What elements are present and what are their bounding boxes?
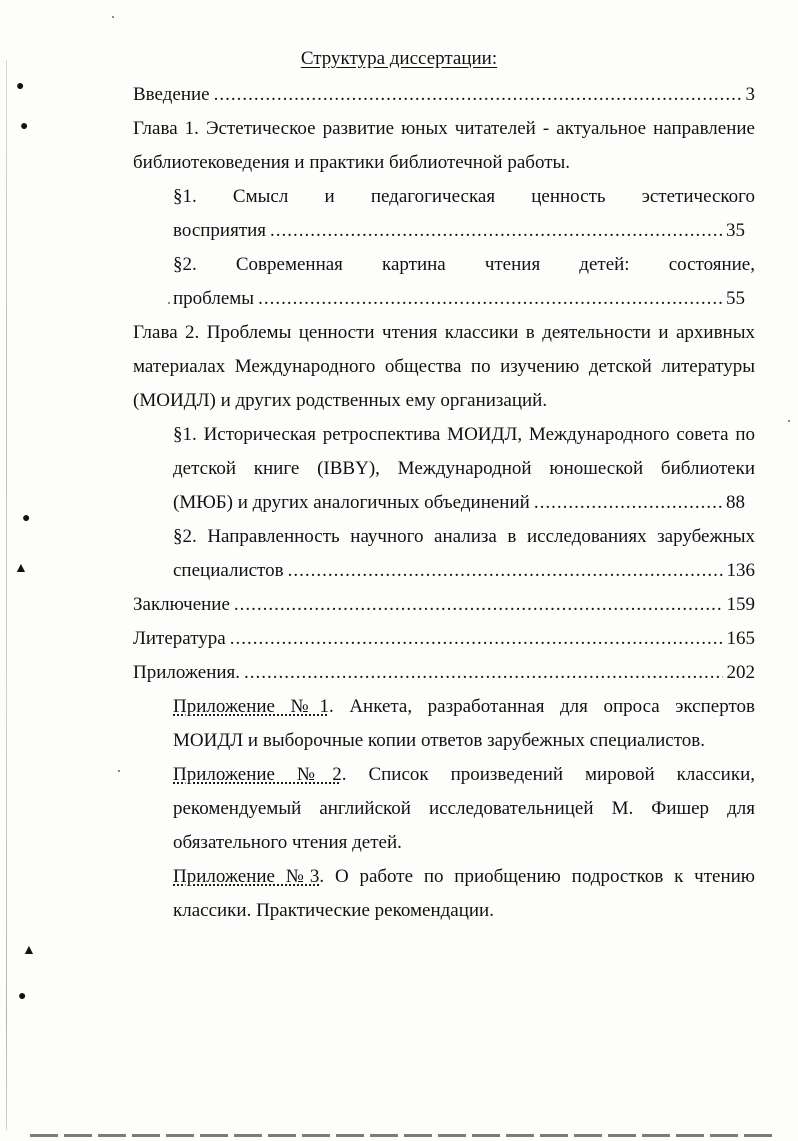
appendix-2-link[interactable]: Приложение №2 (173, 764, 342, 785)
appendix-2-line (173, 758, 755, 792)
toc-chapter-1-line: библиотековедения и практики библиотечной работы. (133, 152, 571, 173)
toc-page-number: 136 (726, 560, 755, 581)
toc-label: специалистов (173, 560, 284, 581)
scan-speck (788, 420, 790, 422)
leader-dots (244, 656, 722, 690)
toc-label: восприятия (173, 220, 267, 241)
leader-dots (534, 486, 722, 520)
toc-entry-ch1-s1 (173, 214, 745, 248)
toc-section-line: §2. Направленность научного анализа в исследованиях зарубежных (173, 526, 755, 547)
toc-page-number: 202 (726, 662, 755, 683)
leader-dots (230, 622, 723, 656)
toc-entry-ch2-s1 (173, 486, 745, 520)
toc-page-number: 55 (726, 288, 745, 309)
scan-bottom-rule (30, 1134, 778, 1137)
toc-entry-conclusion (133, 588, 755, 622)
appendix-1-text: . Анкета, разработанная для опроса экспертов (329, 696, 755, 717)
toc-entry-intro (133, 78, 755, 112)
toc-entry-ch2-s2 (173, 554, 755, 588)
scan-speck (118, 770, 120, 772)
toc-entry-appendices (133, 656, 755, 690)
appendix-2-line: обязательного чтения детей. (173, 832, 402, 853)
toc-label: проблемы (173, 288, 255, 309)
scan-blot: ● (18, 989, 27, 1004)
leader-dots (288, 554, 723, 588)
appendix-2-line: рекомендуемый английской исследовательницей М. Фишер для (173, 798, 755, 819)
scan-blot: ● (22, 511, 31, 526)
scan-blot: ▲ (22, 943, 36, 958)
toc-label: Заключение (133, 594, 230, 615)
toc-section-line: §2. Современная картина чтения детей: состояние, (173, 254, 755, 275)
leader-dots (270, 214, 722, 248)
appendix-3-line: классики. Практические рекомендации. (173, 900, 494, 921)
appendix-3-line (173, 860, 755, 894)
toc-page-number: 159 (726, 594, 755, 615)
scan-edge-line (6, 60, 7, 1130)
scan-blot: ● (16, 79, 25, 94)
appendix-1-line (173, 690, 755, 724)
toc-label: Приложения. (133, 662, 241, 683)
leader-dots (214, 78, 742, 112)
scan-blot: ▲ (14, 561, 28, 576)
appendix-2-text: . Список произведений мировой классики, (341, 764, 755, 785)
leader-dots (234, 588, 723, 622)
scan-speck (112, 16, 114, 18)
toc-chapter-2-line: Глава 2. Проблемы ценности чтения классики в деятельности и архивных (133, 322, 755, 343)
toc-section-line: §1. Смысл и педагогическая ценность эстетического (173, 186, 755, 207)
appendix-3-link[interactable]: Приложение №3 (173, 866, 320, 887)
leader-dots (258, 282, 722, 316)
toc-label: Введение (133, 84, 210, 105)
toc-chapter-2-line: материалах Международного общества по изучению детской литературы (133, 356, 755, 377)
toc-label: (МЮБ) и других аналогичных объединений (173, 492, 530, 513)
appendix-1-link[interactable]: Приложение №1 (173, 696, 329, 717)
page-title: Структура диссертации: (300, 48, 498, 69)
toc-page-number: 35 (726, 220, 745, 241)
appendix-1-line: МОИДЛ и выборочные копии ответов зарубежных специалистов. (173, 730, 705, 751)
toc-page-number: 88 (726, 492, 745, 513)
scan-speck (168, 302, 170, 304)
toc-chapter-2-line: (МОИДЛ) и других родственных ему организаций. (133, 390, 548, 411)
appendix-3-text: . О работе по приобщению подростков к чтению (319, 866, 755, 887)
toc-entry-literature (133, 622, 755, 656)
toc-entry-ch1-s2 (173, 282, 745, 316)
toc-chapter-1-line: Глава 1. Эстетическое развитие юных читателей - актуальное направление (133, 118, 755, 139)
toc-page-number: 165 (726, 628, 755, 649)
toc-label: Литература (133, 628, 226, 649)
toc-section-line: §1. Историческая ретроспектива МОИДЛ, Международного совета по (173, 424, 755, 445)
scan-blot: ● (20, 119, 29, 134)
toc-page-number: 3 (745, 84, 755, 105)
toc-section-line: детской книге (IBBY), Международной юношеской библиотеки (173, 458, 755, 479)
